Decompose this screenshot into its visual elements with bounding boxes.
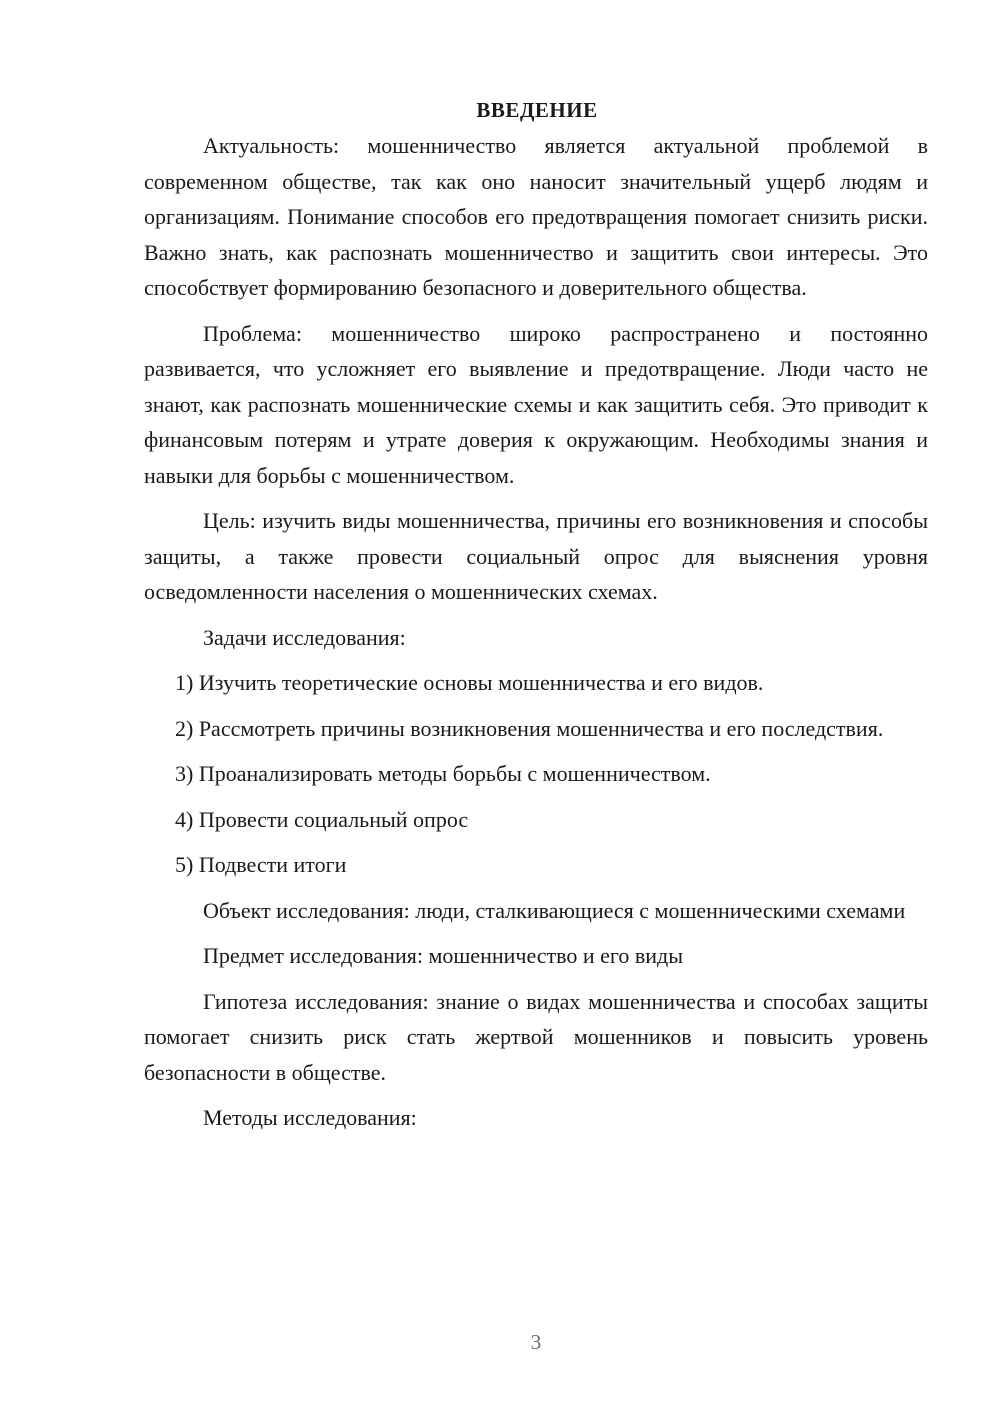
paragraph-object: Объект исследования: люди, сталкивающиеся с мошенническими схемами [203, 897, 906, 923]
paragraph-problem: Проблема: мошенничество широко распространено и постоянно развивается, что усложняет его выявление и предотвращение. Люди часто не знают, как распознать мошеннические схемы и как защитить себя. Это приводит к финансовым потерям и утрате доверия к окружающим. Необходимы знания и навыки для борьбы с мошенничеством. [144, 320, 928, 488]
paragraph-hypothesis: Гипотеза исследования: знание о видах мошенничества и способах защиты помогает снизить риск стать жертвой мошенников и повысить уровень безопасности в обществе. [144, 988, 928, 1085]
page-title: ВВЕДЕНИЕ [476, 98, 598, 122]
list-item: 3) Проанализировать методы борьбы с мошенничеством. [175, 761, 711, 786]
paragraph-relevance: Актуальность: мошенничество является актуальной проблемой в современном обществе, так как оно наносит значительный ущерб людям и организациям. Понимание способов его предотвращения помогает снизить риски. Важно знать, как распознать мошенничество и защитить свои интересы. Это способствует формированию безопасного и доверительного общества. [144, 133, 928, 300]
task-list [144, 665, 928, 883]
paragraph-goal: Цель: изучить виды мошенничества, причины его возникновения и способы защиты, а также провести социальный опрос для выяснения уровня осведомленности населения о мошеннических схемах. [144, 508, 928, 604]
list-item: 4) Провести социальный опрос [175, 806, 469, 832]
list-item: 2) Рассмотреть причины возникновения мошенничества и его последствия. [175, 715, 884, 741]
document-body [144, 92, 928, 1146]
page-number: 3 [530, 1330, 542, 1354]
list-item: 5) Подвести итоги [175, 852, 347, 877]
paragraph-tasks-title: Задачи исследования: [203, 624, 406, 650]
paragraph-methods: Методы исследования: [203, 1105, 417, 1130]
paragraph-subject: Предмет исследования: мошенничество и его виды [203, 943, 684, 968]
list-item: 1) Изучить теоретические основы мошенничества и его видов. [175, 670, 764, 695]
